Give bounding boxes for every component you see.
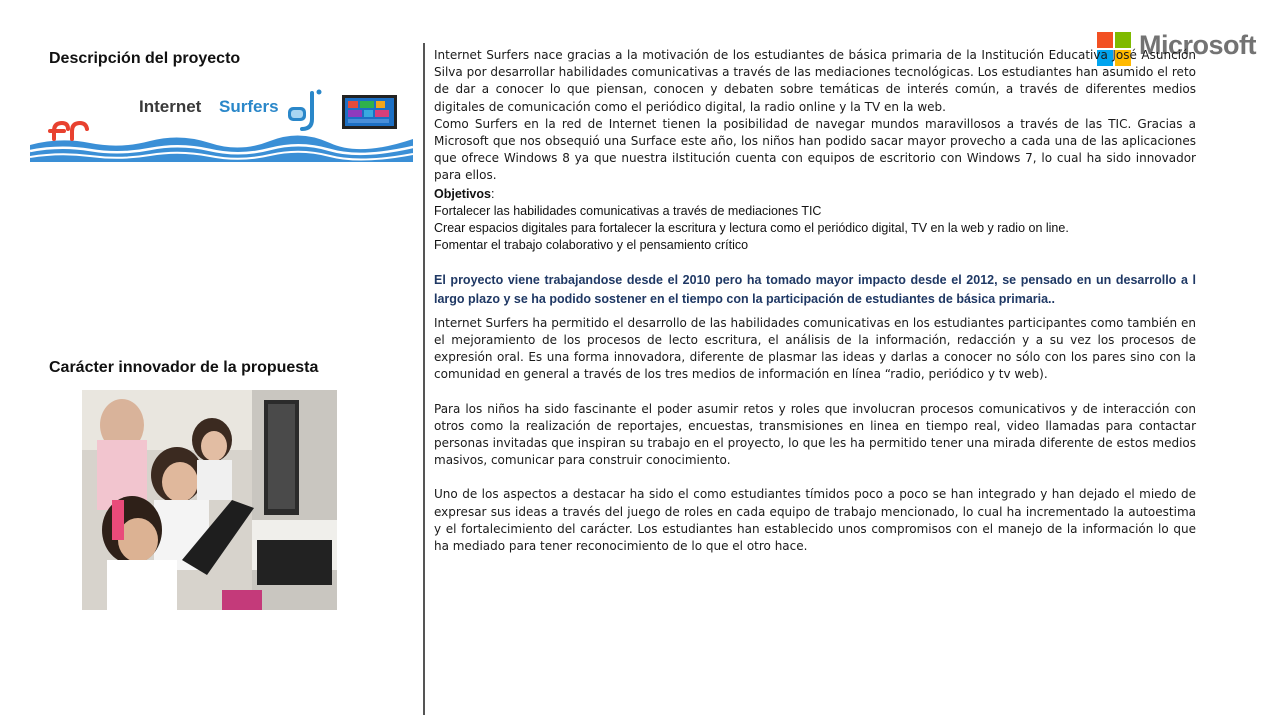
tablet-icon: [342, 95, 397, 129]
objectives-colon: :: [490, 186, 495, 201]
innovative-paragraph-2: Para los niños ha sido fascinante el poder asumir retos y roles que involucran procesos comunicativos y de interacción con otros como la realización de reportajes, encuestas, transmisiones en linea en tiempo real, video llamadas para contactar personas invitadas que inspiran su trabajo en el proyecto, lo que les ha permitido tener una mirada diferente de estos medios masivos, comunicar para construir conocimiento.: [434, 401, 1196, 468]
objectives-title: [434, 186, 1196, 203]
description-paragraph-1: Internet Surfers nace gracias a la motivación de los estudiantes de básica primaria de la Institución Educativa José Asunción Silva por desarrollar habilidades comunicativas a través de las mediaciones tecnológicas. Los estudiantes han asumido el reto de dar a conocer lo que piensan, conocen y debaten sobre temáticas de interés común, a través de diferentes medios digitales de comunicación como el periódico digital, la radio online y la TV en la web.: [434, 48, 1196, 114]
innovative-paragraph-1: Internet Surfers ha permitido el desarrollo de las habilidades comunicativas en los estudiantes participantes como también en el mejoramiento de los procesos de lecto escritura, el análisis de la información, redacción y a su vez los procesos de expresión oral. Es una forma innovadora, diferente de plasmar las ideas y darlas a conocer no sólo con los pares sino con la comunidad en general a través de los tres medios de información en línea “radio, periódico y tv web).: [434, 315, 1196, 382]
objective-item-3: Fomentar el trabajo colaborativo y el pensamiento crítico: [434, 237, 749, 252]
divider-line: [423, 43, 425, 715]
description-heading: Descripción del proyecto: [49, 50, 241, 67]
banner-graphic: [30, 79, 413, 162]
content-column: [434, 47, 1196, 555]
objective-item-2: Crear espacios digitales para fortalecer la escritura y lectura como el periódico digital, TV en la web y radio on line.: [434, 220, 1069, 235]
project-highlight: El proyecto viene trabajandose desde el 2010 pero ha tomado mayor impacto desde el 2012, se pensado en un desarrollo a l largo plazo y se ha podido sostener en el tiempo con la participación de estudiantes de básica primaria..: [434, 272, 1196, 307]
innovative-heading: Carácter innovador de la propuesta: [49, 359, 319, 376]
innovative-paragraph-3: Uno de los aspectos a destacar ha sido el como estudiantes tímidos poco a poco se han integrado y han dejado el miedo de expresar sus ideas a través del juego de roles en cada equipo de trabajo mencionado, lo cual ha incrementado la autoestima y el fortalecimiento del carácter. Los estudiantes han establecido unos compromisos con el manejo de la información lo que ha mediado para tener reconocimiento de lo que el otro hace.: [434, 487, 1196, 554]
objective-item-1: Fortalecer las habilidades comunicativas a través de mediaciones TIC: [434, 203, 822, 218]
internet-surfers-banner: [30, 79, 413, 162]
microsoft-wordmark: Microsoft: [1139, 30, 1256, 60]
objectives-title-text: Objetivos: [434, 186, 491, 201]
students-classroom-photo: [82, 390, 337, 610]
description-paragraph-2: Como Surfers en la red de Internet tienen la posibilidad de navegar mundos maravillosos a través de las TIC. Gracias a Microsoft que nos obsequió una Surface este año, los niños han podido sacar mayor provecho a cada una de las aplicaciones que ofrece Windows 8 ya que nuestra iIstitución cuenta con equipos de escritorio con Windows 7, lo cual ha sido innovador para ellos.: [434, 116, 1196, 183]
banner-title-surfers: Surfers: [219, 97, 279, 116]
banner-title-internet: Internet: [139, 97, 202, 116]
